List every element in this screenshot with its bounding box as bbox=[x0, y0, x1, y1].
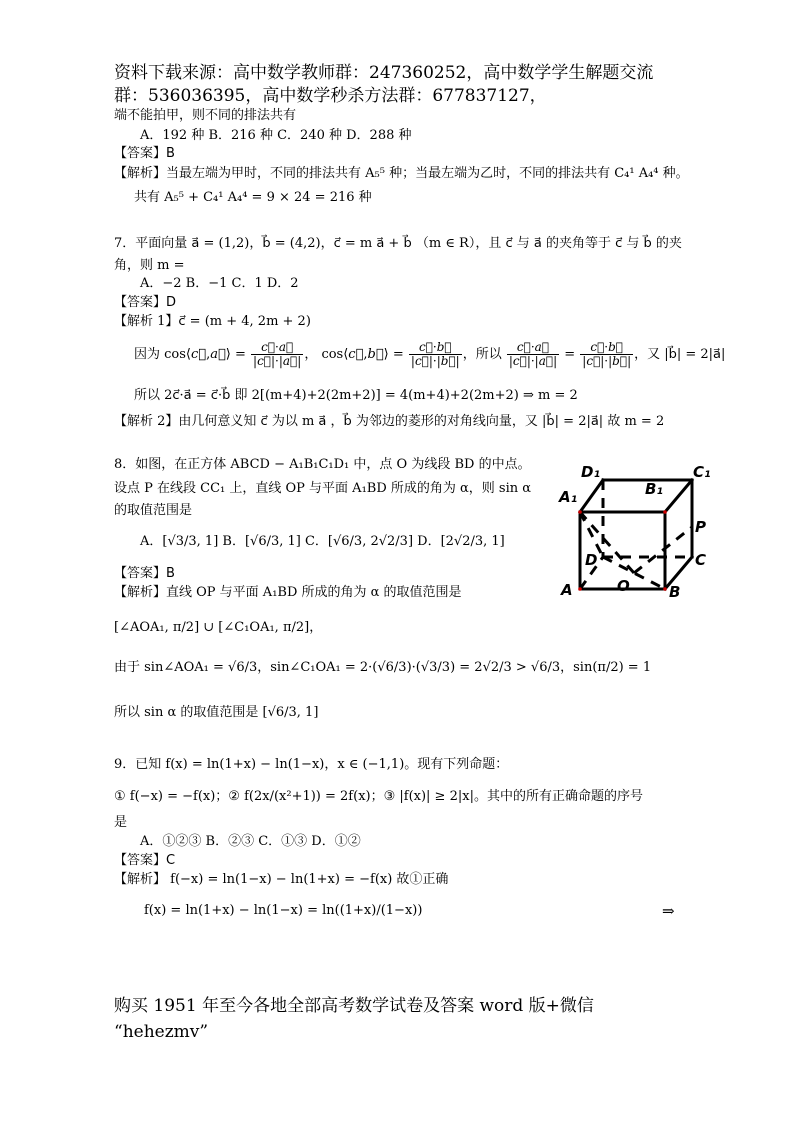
edge-a1d1 bbox=[580, 480, 603, 512]
q9-analysis-1: 【解析】 f(−x) = ln(1−x) − ln(1+x) = −f(x) 故①正确 bbox=[114, 872, 449, 887]
header-line-2: 群：536036395，高中数学秒杀方法群：677837127， bbox=[114, 86, 547, 106]
label-c1: C₁ bbox=[693, 463, 711, 481]
q9-answer: 【答案】C bbox=[114, 853, 176, 868]
q7-analysis-2-tail: ，又 |b⃗| = 2|a⃗| bbox=[634, 347, 726, 362]
q7-frac-ca: $\frac{c⃗\cdot a⃗}{|c⃗|\cdot|a⃗|}$ bbox=[253, 340, 302, 368]
q8-analysis-4: 所以 sin α 的取值范围是 [√6/3, 1] bbox=[114, 705, 319, 720]
q7-frac-cb: $\frac{c⃗\cdot b⃗}{|c⃗|\cdot|b⃗|}$ bbox=[410, 340, 460, 368]
q6-analysis-2: 共有 A₅⁵ + C₄¹ A₄⁴ = 9 × 24 = 216 种 bbox=[134, 190, 372, 205]
q9-stem-2: ① f(−x) = −f(x)；② f(2x/(x²+1)) = 2f(x)；③ |f(x)| ≥ 2|x|。其中的所有正确命题的序号 bbox=[114, 789, 643, 804]
label-a: A bbox=[561, 581, 573, 597]
q6-analysis-1: 【解析】当最左端为甲时，不同的排法共有 A₅⁵ 种；当最左端为乙时，不同的排法共有 C₄¹ A₄⁴ 种。 bbox=[114, 166, 689, 181]
q7-analysis-3: 所以 2c⃗·a⃗ = c⃗·b⃗ 即 2[(m+4)+2(2m+2)] = 4(m+4)+2(2m+2) ⇒ m = 2 bbox=[134, 388, 578, 403]
q9-implies-arrow: ⇒ bbox=[662, 902, 675, 920]
label-d: D bbox=[585, 551, 598, 569]
q9-stem-3: 是 bbox=[114, 815, 128, 830]
q6-stem-tail: 端不能拍甲，则不同的排法共有 bbox=[114, 108, 297, 123]
q6-answer: 【答案】B bbox=[114, 146, 175, 161]
q8-analysis-3: 由于 sin∠AOA₁ = √6/3，sin∠C₁OA₁ = 2·(√6/3)·(√3/3) = 2√2/3 > √6/3，sin(π/2) = 1 bbox=[114, 660, 652, 675]
label-b1: B₁ bbox=[645, 480, 664, 498]
q9-stem-1: 9．已知 f(x) = ln(1+x) − ln(1−x)，x ∈ (−1,1)。现有下列命题： bbox=[114, 757, 509, 772]
label-a1: A₁ bbox=[559, 488, 578, 506]
header-line-1: 资料下载来源：高中数学教师群：247360252，高中数学学生解题交流 bbox=[114, 63, 654, 83]
q8-analysis-2: [∠AOA₁, π/2] ∪ [∠C₁OA₁, π/2]， bbox=[114, 620, 323, 635]
point-b1-dot bbox=[663, 510, 667, 514]
q8-stem-2: 设点 P 在线段 CC₁ 上，直线 OP 与平面 A₁BD 所成的角为 α，则 sin α bbox=[114, 481, 532, 496]
q8-stem-3: 的取值范围是 bbox=[114, 503, 193, 518]
q8-options: A．[√3/3, 1] B．[√6/3, 1] C．[√6/3, 2√2/3] D．[2√2/3, 1] bbox=[140, 534, 505, 549]
label-c: C bbox=[695, 551, 707, 569]
point-a1-dot bbox=[578, 510, 582, 514]
q8-answer: 【答案】B bbox=[114, 566, 175, 581]
q7-analysis-2: 因为 cos⟨c⃗,a⃗⟩ = $\frac{c⃗\cdot a⃗}{|c⃗|\cdot|a⃗|}$ ， cos⟨c⃗,b⃗⟩ = $\frac{c⃗\cdot b⃗}{|c⃗|\cdot|b⃗|}$ ，所以 $\frac{c⃗\cdot a⃗}{|c⃗|\cdot|a⃗|}$ = $\frac{c⃗\cdot b⃗}{|c⃗|\cdot|b⃗|}$ ，又 |b⃗| = 2|a⃗| bbox=[134, 340, 726, 368]
q7-stem-1: 7．平面向量 a⃗ = (1,2)，b⃗ = (4,2)，c⃗ = m a⃗ + b⃗ （m ∈ R），且 c⃗ 与 a⃗ 的夹角等于 c⃗ 与 b⃗ 的夹 bbox=[114, 236, 682, 251]
q8-stem-1: 8．如图，在正方体 ABCD − A₁B₁C₁D₁ 中，点 O 为线段 BD 的中点。 bbox=[114, 457, 531, 472]
label-d1: D₁ bbox=[581, 463, 601, 481]
q9-options: A．①②③ B．②③ C．①③ D．①② bbox=[140, 834, 361, 849]
q7-options: A．−2 B．−1 C．1 D．2 bbox=[140, 276, 299, 291]
point-b-dot bbox=[663, 587, 667, 591]
q7-analysis-1: 【解析 1】c⃗ = (m + 4, 2m + 2) bbox=[114, 314, 311, 329]
label-p: P bbox=[695, 518, 706, 536]
footer-line-1: 购买 1951 年至今各地全部高考数学试卷及答案 word 版+微信 bbox=[114, 996, 594, 1016]
q7-analysis-4: 【解析 2】由几何意义知 c⃗ 为以 m a⃗ ，b⃗ 为邻边的菱形的对角线向量，又 |b⃗| = 2|a⃗| 故 m = 2 bbox=[114, 414, 665, 429]
edge-b1c1 bbox=[665, 480, 692, 512]
label-o: O bbox=[617, 577, 630, 595]
q8-analysis-1: 【解析】直线 OP 与平面 A₁BD 所成的角为 α 的取值范围是 bbox=[114, 585, 462, 600]
cube-figure bbox=[555, 457, 715, 597]
q7-frac-cb-2: $\frac{c⃗\cdot b⃗}{|c⃗|\cdot|b⃗|}$ bbox=[582, 340, 632, 368]
q9-analysis-2: f(x) = ln(1+x) − ln(1−x) = ln((1+x)/(1−x)) bbox=[144, 903, 423, 918]
q7-analysis-2-prefix: 因为 bbox=[134, 347, 161, 362]
q7-answer: 【答案】D bbox=[114, 295, 177, 310]
point-a-dot bbox=[578, 587, 582, 591]
q6-options: A．192 种 B．216 种 C．240 种 D．288 种 bbox=[140, 128, 412, 143]
label-b: B bbox=[669, 583, 681, 597]
q7-stem-2: 角，则 m = bbox=[114, 258, 185, 273]
footer-line-2: “hehezmv” bbox=[114, 1022, 209, 1042]
q7-frac-ca-2: $\frac{c⃗\cdot a⃗}{|c⃗|\cdot|a⃗|}$ bbox=[508, 340, 558, 368]
